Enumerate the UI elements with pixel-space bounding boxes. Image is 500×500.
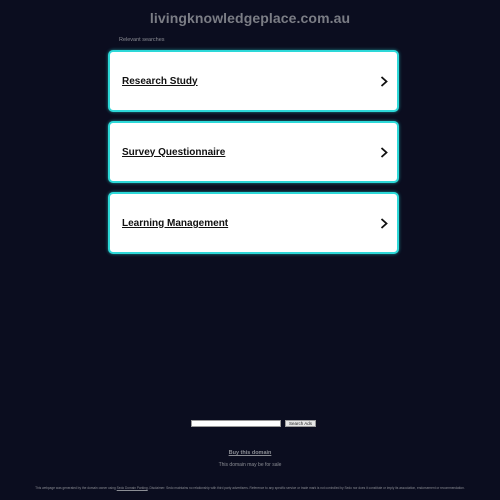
sedo-parking-link[interactable]: Sedo Domain Parking bbox=[116, 486, 148, 490]
buy-domain-link[interactable]: Buy this domain bbox=[228, 450, 272, 456]
related-search-label[interactable]: Research Study bbox=[122, 75, 198, 87]
related-search-list bbox=[108, 50, 399, 263]
domain-title: livingknowledgeplace.com.au bbox=[149, 10, 351, 26]
search-input[interactable] bbox=[191, 420, 281, 427]
disclaimer-prefix: This webpage was generated by the domain owner using bbox=[35, 486, 116, 490]
disclaimer-suffix: . Disclaimer: Sedo maintains no relationship with third party advertisers. Reference to any specific service or trade mark is not controlled by Sedo nor does it constitute or imply its association, endorsement or recommendation. bbox=[147, 486, 465, 490]
chevron-right-icon bbox=[379, 217, 389, 229]
relevant-searches-label: Relevant searches bbox=[119, 37, 165, 43]
related-search-label[interactable]: Survey Questionnaire bbox=[122, 146, 226, 158]
chevron-right-icon bbox=[379, 75, 389, 87]
related-search-research-study[interactable] bbox=[108, 50, 399, 112]
related-search-survey-questionnaire[interactable] bbox=[108, 121, 399, 183]
search-form bbox=[191, 420, 316, 427]
chevron-right-icon bbox=[379, 146, 389, 158]
disclaimer bbox=[20, 486, 480, 490]
related-search-label[interactable]: Learning Management bbox=[122, 217, 229, 229]
for-sale-text: This domain may be for sale bbox=[218, 462, 282, 468]
related-search-learning-management[interactable] bbox=[108, 192, 399, 254]
search-ads-button[interactable]: Search Ads bbox=[285, 420, 316, 427]
